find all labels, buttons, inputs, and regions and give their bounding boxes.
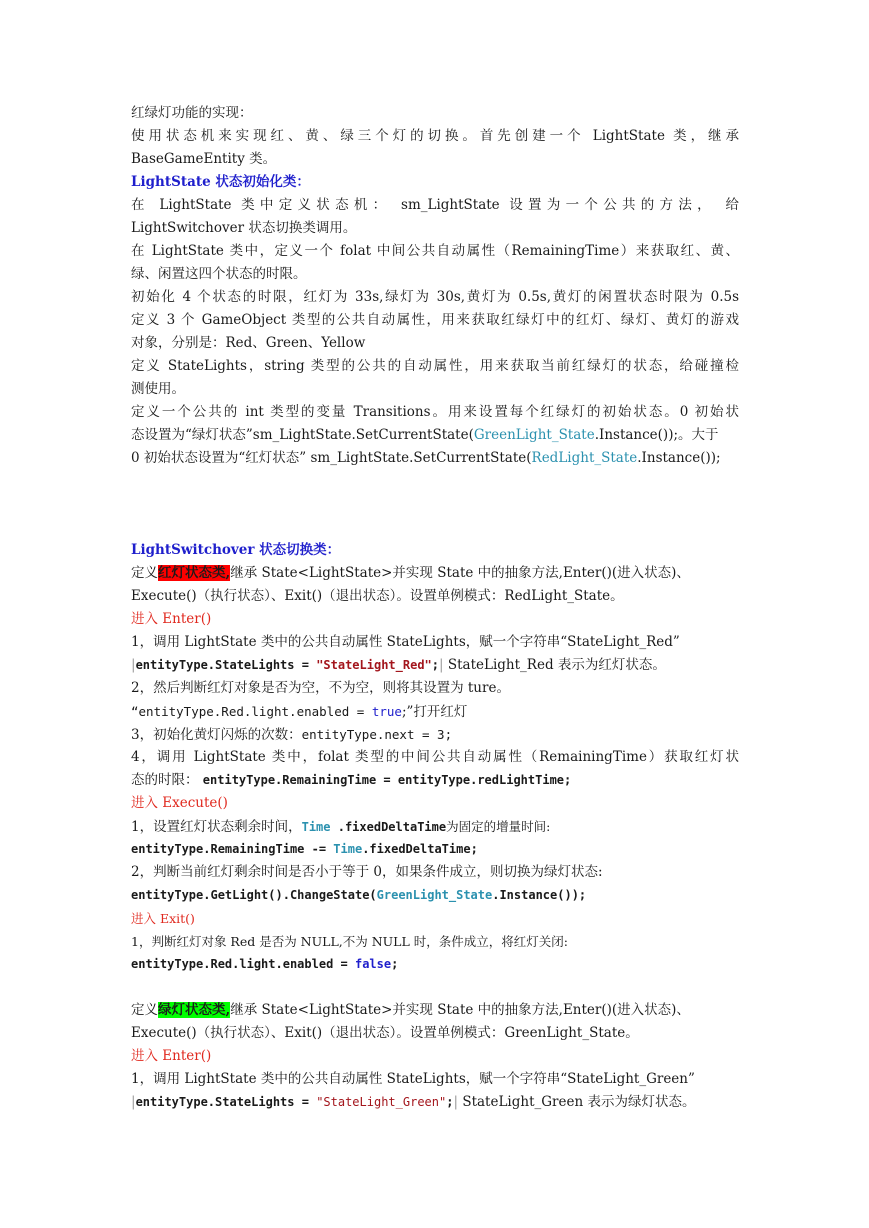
text-span: 0 初始状态设置为“红灯状态” sm_LightState.SetCurrentState(	[131, 450, 532, 466]
text-span: StateLight_Green 表示为绿灯状态。	[458, 1094, 696, 1110]
highlight-green-light: 绿灯	[158, 1002, 185, 1018]
code-span: ;	[391, 957, 399, 971]
para-remaining-time-1: 在 LightState 类中，定义一个 folat 中间公共自动属性（RemainingTime）来获取红、黄、	[131, 243, 739, 259]
heading-lightswitchover: LightSwitchover 状态切换类：	[131, 542, 341, 558]
green-state-definition-2: Execute()（执行状态）、Exit()（退出状态）。设置单例模式：GreenLight_State。	[131, 1025, 639, 1041]
text-span: 1，设置红灯状态剩余时间，	[131, 819, 302, 835]
document-body	[131, 102, 739, 1114]
red-exit-heading: 进入 Exit()	[131, 911, 195, 926]
red-state-definition-1	[131, 562, 739, 585]
text-span: .Instance());	[637, 450, 721, 466]
text-span: StateLight_Red 表示为红灯状态。	[443, 657, 666, 673]
text-span: |	[453, 1094, 459, 1110]
red-enter-step-1: 1，调用 LightState 类中的公共自动属性 StateLights，赋一个字符串“StateLight_Red”	[131, 634, 680, 650]
para-transitions-3	[131, 447, 739, 470]
type-name: RedLight_State	[531, 450, 638, 466]
para-intro-1: 使用状态机来实现红、黄、绿三个灯的切换。首先创建一个 LightState 类，继承	[131, 128, 739, 144]
para-gameobject-1: 定义 3 个 GameObject 类型的公共自动属性，用来获取红绿灯中的红灯、绿灯、黄灯的游戏	[131, 312, 739, 328]
code-span: .fixedDeltaTime	[330, 820, 447, 834]
text-span: 3，初始化黄灯闪烁的次数：	[131, 727, 302, 743]
green-enter-step-1: 1，调用 LightState 类中的公共自动属性 StateLights，赋一个字符串“StateLight_Green”	[131, 1071, 695, 1087]
code-span: “entityType.Red.light.enabled =	[131, 704, 372, 719]
red-enter-step-3	[131, 723, 739, 746]
text-span: 为固定的增量时间:	[446, 819, 551, 834]
red-execute-heading: 进入 Execute()	[131, 795, 228, 811]
red-enter-code-2	[131, 700, 739, 723]
text-span: 态的时限：	[131, 772, 203, 788]
code-span: ;	[431, 658, 440, 672]
text-span: 定义	[131, 565, 158, 581]
red-enter-step-4: 4，调用 LightState 类中，folat 类型的中间公共自动属性（RemainingTime）获取红灯状	[131, 749, 739, 765]
type-name: Time	[333, 842, 363, 856]
type-name: GreenLight_State	[473, 427, 595, 443]
para-state-machine-2: LightSwitchover 状态切换类调用。	[131, 220, 357, 236]
code-span: entityType.StateLights =	[135, 1095, 317, 1109]
para-statelights-1: 定义 StateLights，string 类型的公共的自动属性，用来获取当前红绿灯的状态，给碰撞检	[131, 358, 739, 374]
code-span: entityType.StateLights =	[135, 658, 317, 672]
code-string: "StateLight_Green"	[316, 1095, 447, 1109]
para-remaining-time-2: 绿、闲置这四个状态的时限。	[131, 266, 307, 282]
red-execute-step-1	[131, 815, 739, 838]
code-span: ;	[446, 1095, 454, 1109]
code-span: entityType.GetLight().ChangeState(	[131, 888, 377, 902]
code-keyword: true	[371, 704, 402, 719]
red-enter-heading: 进入 Enter()	[131, 611, 212, 627]
code-span: entityType.RemainingTime -=	[131, 842, 334, 856]
red-state-definition-2: Execute()（执行状态）、Exit()（退出状态）。设置单例模式：RedLight_State。	[131, 588, 624, 604]
spacer	[131, 493, 739, 516]
spacer	[131, 470, 739, 493]
type-name: Time	[301, 820, 331, 834]
red-execute-code-2	[131, 884, 739, 907]
code-span: entityType.Red.light.enabled =	[131, 957, 355, 971]
green-enter-heading: 进入 Enter()	[131, 1048, 212, 1064]
para-intro-2: BaseGameEntity 类。	[131, 151, 277, 167]
code-keyword: false	[354, 957, 392, 971]
red-enter-step-2: 2，然后判断红灯对象是否为空，不为空，则将其设置为 ture。	[131, 680, 510, 696]
spacer	[131, 516, 739, 539]
green-enter-code-1	[131, 1091, 739, 1114]
text-span: 继承 State<LightState>并实现 State 中的抽象方法,Enter()(进入状态)、	[230, 1002, 690, 1018]
text-span: |	[439, 657, 444, 673]
text-span: |	[131, 1094, 136, 1110]
para-statelights-2: 测使用。	[131, 381, 185, 397]
code-span: entityType.next = 3;	[301, 727, 453, 742]
type-name: GreenLight_State	[376, 888, 493, 902]
code-span: .Instance());	[492, 888, 587, 902]
highlight-green-state: 状态类,	[185, 1002, 231, 1018]
text-span: 定义	[131, 1002, 158, 1018]
para-time-limits: 初始化 4 个状态的时限，红灯为 33s,绿灯为 30s,黄灯为 0.5s,黄灯的闲置状态时限为 0.5s	[131, 289, 739, 305]
highlight-red-state: 红灯状态类,	[158, 565, 231, 581]
green-state-definition-1	[131, 999, 739, 1022]
red-enter-code-4	[131, 769, 739, 792]
para-transitions-1: 定义一个公共的 int 类型的变量 Transitions。用来设置每个红绿灯的初始状态。0 初始状	[131, 404, 739, 420]
para-gameobject-2: 对象，分别是：Red、Green、Yellow	[131, 335, 366, 351]
code-string: "StateLight_Red"	[316, 658, 432, 672]
red-enter-code-1	[131, 654, 739, 677]
heading-lightstate: LightState 状态初始化类：	[131, 174, 310, 190]
doc-title: 红绿灯功能的实现：	[131, 105, 253, 121]
code-span: entityType.RemainingTime = entityType.redLightTime;	[202, 773, 572, 787]
para-transitions-2	[131, 424, 739, 447]
red-execute-code-1	[131, 838, 739, 861]
red-execute-step-2: 2，判断当前红灯剩余时间是否小于等于 0，如果条件成立，则切换为绿灯状态:	[131, 864, 603, 880]
text-span: ;”打开红灯	[401, 704, 468, 720]
text-span: 继承 State<LightState>并实现 State 中的抽象方法,Enter()(进入状态)、	[230, 565, 690, 581]
text-span: |	[131, 657, 136, 673]
red-exit-code-1	[131, 953, 739, 976]
para-state-machine-1: 在 LightState 类中定义状态机： sm_LightState 设置为一个公共的方法， 给	[131, 197, 739, 213]
red-exit-step-1: 1，判断红灯对象 Red 是否为 NULL,不为 NULL 时，条件成立，将红灯关闭:	[131, 934, 568, 949]
text-span: .Instance());。大于	[594, 427, 719, 443]
text-span: 态设置为“绿灯状态”sm_LightState.SetCurrentState(	[131, 427, 474, 443]
code-span: .fixedDeltaTime;	[362, 842, 478, 856]
spacer	[131, 976, 739, 999]
